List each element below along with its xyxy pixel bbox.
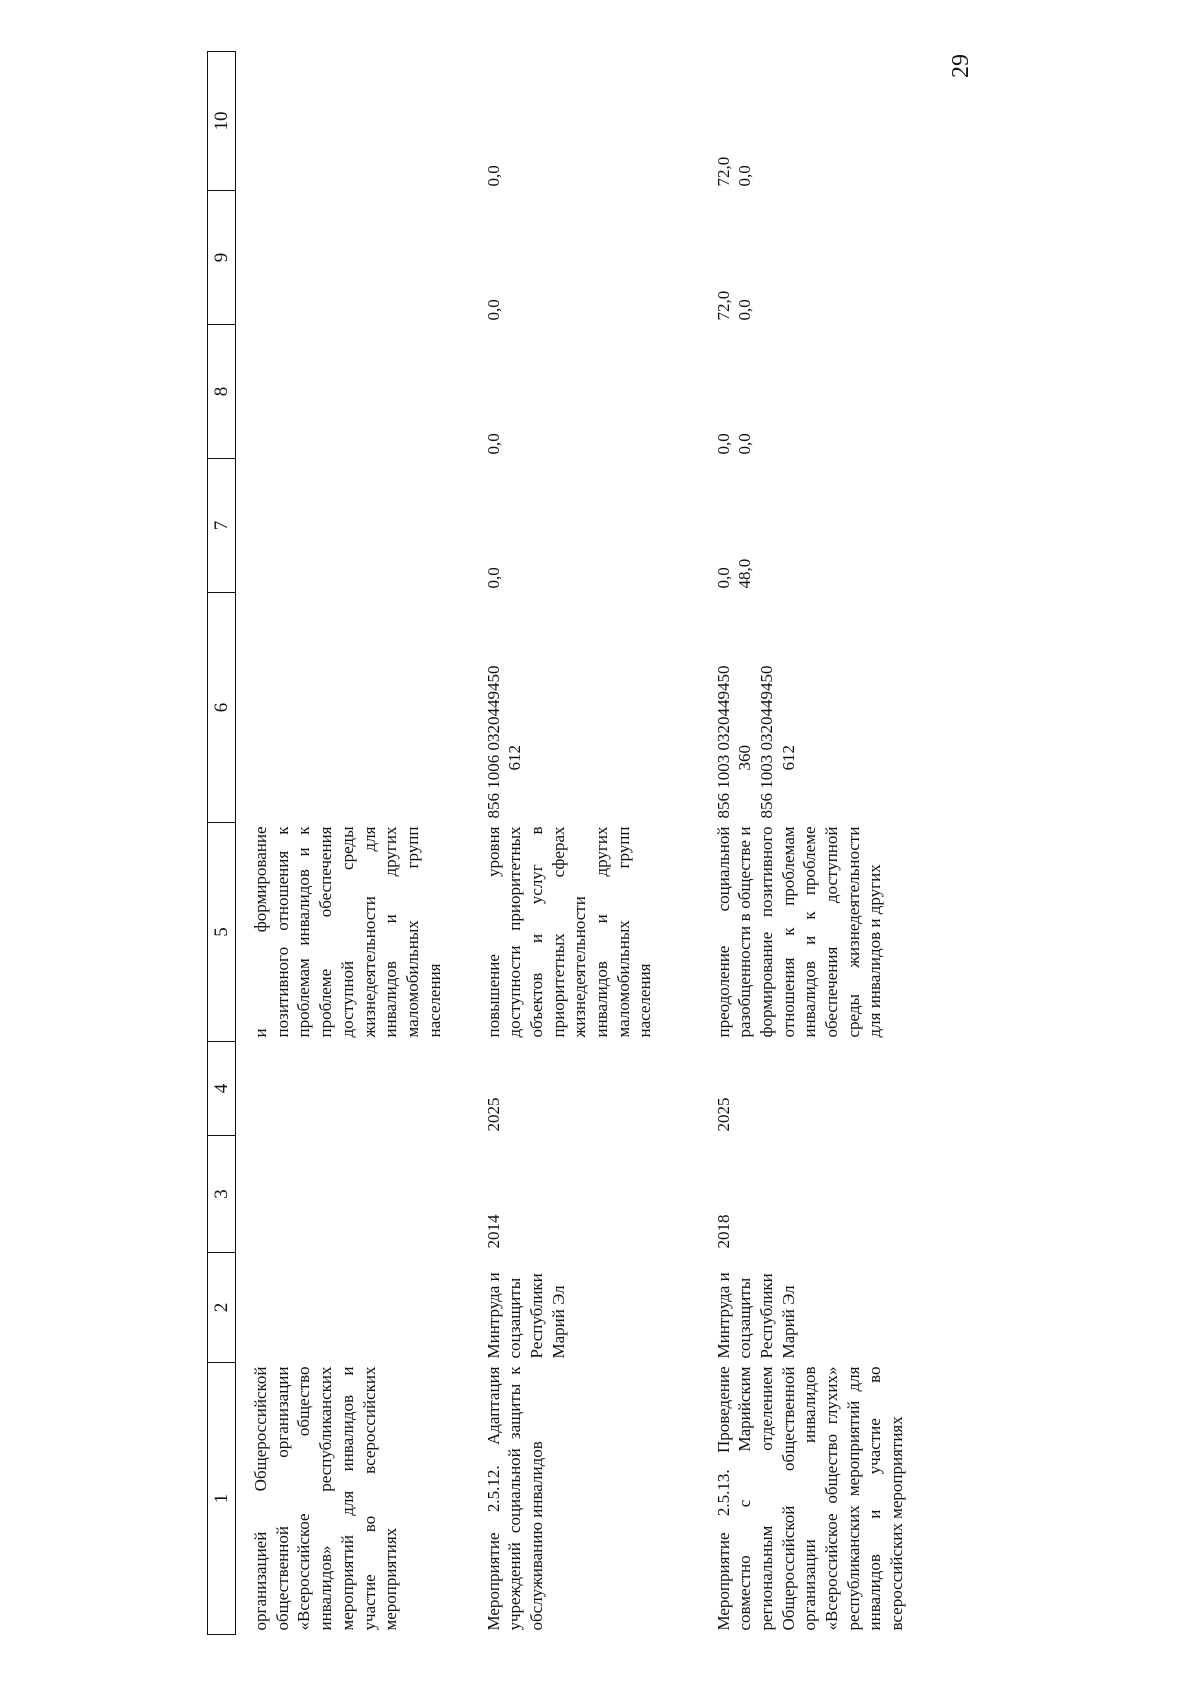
page-number: 29 <box>948 54 974 78</box>
amount-cell-col10 <box>469 52 699 191</box>
column-header: 5 <box>208 823 236 1042</box>
column-header: 6 <box>208 593 236 823</box>
amount-value: 0,0 <box>735 299 755 321</box>
amount-cell-col8 <box>469 325 699 459</box>
column-header: 3 <box>208 1136 236 1253</box>
amount-cell-col8 <box>236 325 469 459</box>
column-header: 1 <box>208 1363 236 1635</box>
amount-value: 0,0 <box>483 299 503 321</box>
activity-name-cell: организацией Общероссийской общественной организации «Всероссийское общество инвалидов» республиканских мероприятий для инвалидов и участие во всероссийских мероприятиях <box>251 1366 401 1631</box>
budget-code: 856 1003 0320449450 <box>713 665 733 819</box>
column-header: 9 <box>208 191 236 325</box>
amount-cell-col10 <box>699 52 928 191</box>
table-row <box>469 52 699 1635</box>
expected-result-cell: и формирование позитивного отношения к проблемам инвалидов и к проблеме обеспечения доступной среды жизнедеятельности для инвалидов и других маломобильных групп населения <box>251 826 444 1038</box>
amount-value: 0,0 <box>713 433 733 455</box>
start-year-cell: 2014 <box>483 1214 503 1249</box>
table-row <box>236 52 469 1635</box>
column-header: 4 <box>208 1042 236 1136</box>
amount-cell-col7 <box>469 459 699 593</box>
executor-cell: Минтруда и соцзащиты Республики Марий Эл <box>713 1272 798 1359</box>
end-year-cell: 2025 <box>483 1097 503 1132</box>
executor-cell: Минтруда и соцзащиты Республики Марий Эл <box>483 1272 568 1359</box>
amount-cell-col8 <box>699 325 928 459</box>
amount-value: 0,0 <box>735 165 755 187</box>
column-header: 7 <box>208 459 236 593</box>
amount-value: 0,0 <box>483 567 503 589</box>
amount-value: 48,0 <box>735 558 755 589</box>
budget-code-cell <box>236 593 469 823</box>
budget-code: 856 1006 0320449450 <box>483 665 503 819</box>
budget-code-suffix: 360 <box>735 745 755 771</box>
amount-value: 72,0 <box>713 290 733 321</box>
budget-code-suffix: 612 <box>778 745 798 771</box>
executor-cell <box>236 1253 469 1363</box>
column-header: 8 <box>208 325 236 459</box>
end-year-cell: 2025 <box>713 1097 733 1132</box>
expected-result-cell: преодоление социальной разобщенности в обществе и формирование позитивного отношения к проблемам инвалидов и к проблеме обеспечения доступной среды жизнедеятельности для инвалидов и других <box>713 826 885 1038</box>
program-activities-table <box>207 51 928 1635</box>
budget-code-cell <box>469 593 699 823</box>
amount-cell-col9 <box>469 191 699 325</box>
table-row <box>699 52 928 1635</box>
amount-value: 0,0 <box>483 433 503 455</box>
column-header: 10 <box>208 52 236 191</box>
amount-value: 0,0 <box>713 567 733 589</box>
amount-value: 0,0 <box>483 165 503 187</box>
budget-code-cell <box>699 593 928 823</box>
amount-cell-col7 <box>236 459 469 593</box>
activity-name-cell: Мероприятие 2.5.12. Адаптация учреждений социальной защиты к обслуживанию инвалидов <box>483 1366 546 1631</box>
amount-cell-col10 <box>236 52 469 191</box>
amount-cell-col9 <box>699 191 928 325</box>
amount-cell-col7 <box>699 459 928 593</box>
amount-cell-col9 <box>236 191 469 325</box>
column-number-header <box>208 52 236 1635</box>
activity-name-cell: Мероприятие 2.5.13. Проведение совместно с Марийским региональным отделением Общероссийской общественной организации инвалидов «Всероссийское общество глухих» республиканских мероприятий для инвалидов и участие во всероссийских мероприятиях <box>713 1366 907 1631</box>
budget-code-suffix: 612 <box>505 745 525 771</box>
amount-value: 72,0 <box>713 156 733 187</box>
start-year-cell: 2018 <box>713 1214 733 1249</box>
start-year-cell <box>236 1136 469 1253</box>
budget-code: 856 1003 0320449450 <box>756 665 776 819</box>
expected-result-cell: повышение уровня доступности приоритетных объектов и услуг в приоритетных сферах жизнедеятельности инвалидов и других маломобильных групп населения <box>483 826 655 1038</box>
column-header: 2 <box>208 1253 236 1363</box>
amount-value: 0,0 <box>735 433 755 455</box>
end-year-cell <box>236 1042 469 1136</box>
